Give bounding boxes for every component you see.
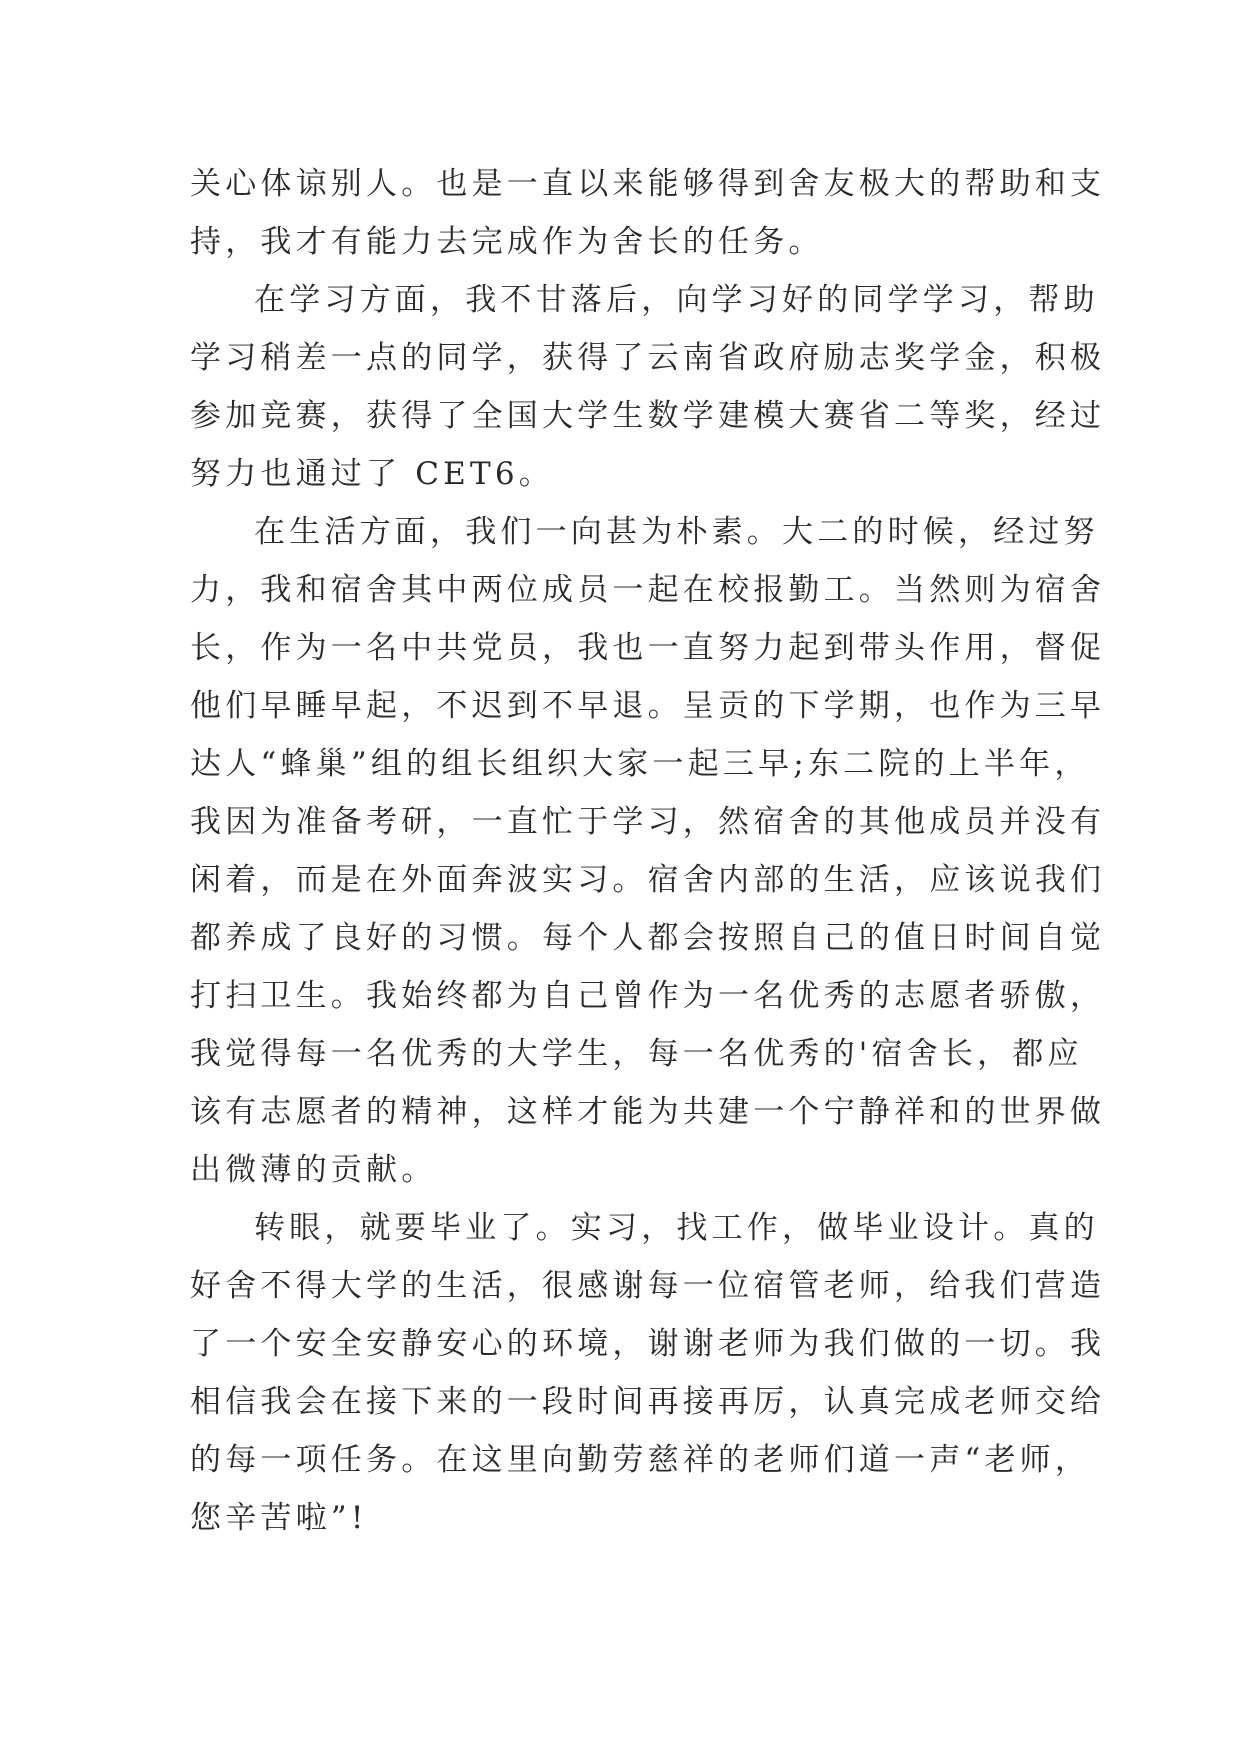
text-line: 长，作为一名中共党员，我也一直努力起到带头作用，督促 (190, 630, 1106, 666)
text-line: 都养成了良好的习惯。每个人都会按照自己的值日时间自觉 (190, 920, 1106, 956)
text-line: 关心体谅别人。也是一直以来能够得到舍友极大的帮助和支 (190, 166, 1106, 202)
text-line: 闲着，而是在外面奔波实习。宿舍内部的生活，应该说我们 (190, 862, 1106, 898)
text-line: 该有志愿者的精神，这样才能为共建一个宁静祥和的世界做 (190, 1094, 1106, 1130)
document-body (190, 155, 1106, 1547)
text-line: 我因为准备考研，一直忙于学习，然宿舍的其他成员并没有 (190, 804, 1106, 840)
text-line: 在生活方面，我们一向甚为朴素。大二的时候，经过努 (254, 514, 1099, 550)
text-line: 我觉得每一名优秀的大学生，每一名优秀的'宿舍长，都应 (190, 1036, 1083, 1072)
text-line: 打扫卫生。我始终都为自己曾作为一名优秀的志愿者骄傲， (190, 978, 1106, 1014)
text-line: 转眼，就要毕业了。实习，找工作，做毕业设计。真的 (254, 1210, 1099, 1246)
text-line: 出微薄的贡献。 (190, 1152, 437, 1188)
text-line: 了一个安全安静安心的环境，谢谢老师为我们做的一切。我 (190, 1326, 1106, 1362)
text-line: 参加竞赛，获得了全国大学生数学建模大赛省二等奖，经过 (190, 398, 1106, 434)
text-line: 达人“蜂巢”组的组长组织大家一起三早;东二院的上半年， (190, 746, 1090, 782)
text-line: 的每一项任务。在这里向勤劳慈祥的老师们道一声“老师， (190, 1442, 1091, 1478)
text-line: 您辛苦啦”! (190, 1500, 368, 1536)
text-line: 持，我才有能力去完成作为舍长的任务。 (190, 224, 824, 260)
text-line: 相信我会在接下来的一段时间再接再厉，认真完成老师交给 (190, 1384, 1106, 1420)
text-line: 学习稍差一点的同学，获得了云南省政府励志奖学金，积极 (190, 340, 1106, 376)
text-line: 好舍不得大学的生活，很感谢每一位宿管老师，给我们营造 (190, 1268, 1106, 1304)
text-line: 努力也通过了 CET6。 (190, 456, 555, 492)
text-line: 力，我和宿舍其中两位成员一起在校报勤工。当然则为宿舍 (190, 572, 1106, 608)
text-line: 在学习方面，我不甘落后，向学习好的同学学习，帮助 (254, 282, 1099, 318)
text-line: 他们早睡早起，不迟到不早退。呈贡的下学期，也作为三早 (190, 688, 1106, 724)
